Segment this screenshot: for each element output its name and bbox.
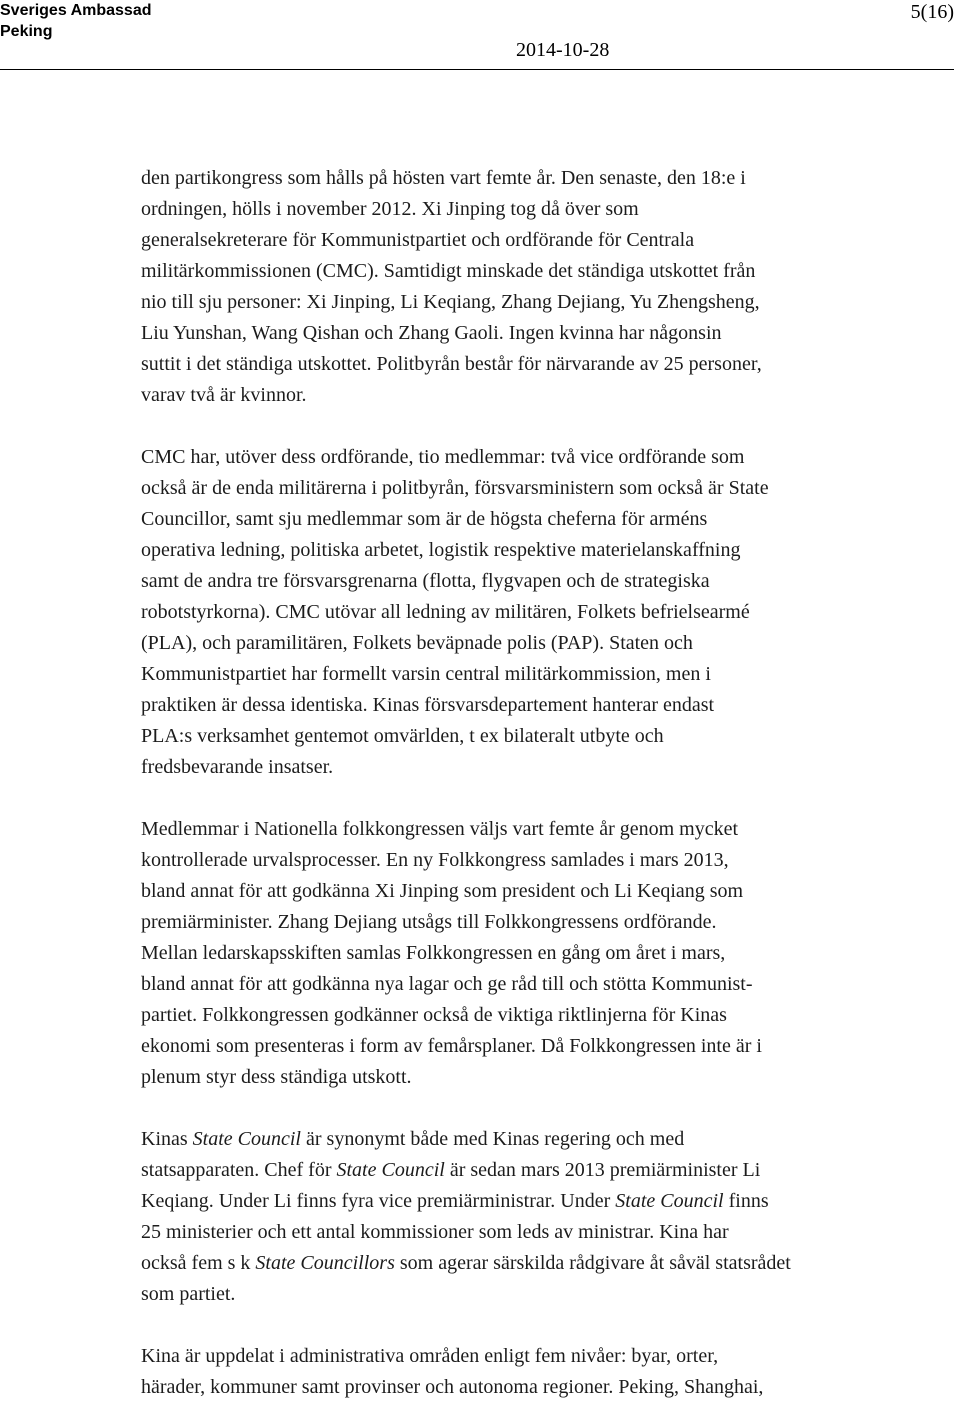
text-run: också fem s k bbox=[141, 1252, 256, 1274]
organization-name: Sveriges Ambassad bbox=[0, 2, 152, 19]
text-line: CMC har, utöver dess ordförande, tio medlemmar: två vice ordförande som bbox=[141, 446, 745, 468]
paragraph bbox=[141, 1341, 847, 1403]
text-line: Medlemmar i Nationella folkkongressen väljs vart femte år genom mycket bbox=[141, 818, 739, 840]
italic-term: State Council bbox=[336, 1159, 445, 1181]
paragraph bbox=[141, 442, 847, 783]
text-line bbox=[141, 1186, 847, 1217]
text-line: praktiken är dessa identiska. Kinas försvarsdepartement hanterar endast bbox=[141, 694, 715, 716]
text-line: Councillor, samt sju medlemmar som är de högsta cheferna för arméns bbox=[141, 508, 708, 530]
text-run: som partiet. bbox=[141, 1283, 236, 1305]
page-header bbox=[0, 0, 960, 72]
sender-organization bbox=[0, 0, 151, 42]
text-line: premiärminister. Zhang Dejiang utsågs till Folkkongressens ordförande. bbox=[141, 911, 717, 933]
paragraph bbox=[141, 814, 847, 1093]
italic-term: State Council bbox=[192, 1128, 301, 1150]
text-run: är sedan mars 2013 premiärminister Li bbox=[444, 1159, 761, 1181]
organization-location: Peking bbox=[0, 23, 53, 40]
text-line: den partikongress som hålls på hösten vart femte år. Den senaste, den 18:e i bbox=[141, 167, 746, 189]
text-line: (PLA), och paramilitären, Folkets beväpnade polis (PAP). Staten och bbox=[141, 632, 693, 654]
italic-term: State Council bbox=[615, 1190, 724, 1212]
paragraph bbox=[141, 163, 847, 411]
text-run: som agerar särskilda rådgivare åt såväl statsrådet bbox=[394, 1252, 791, 1274]
page-number: 5(16) bbox=[910, 1, 954, 23]
text-run: är synonymt både med Kinas regering och med bbox=[301, 1128, 685, 1150]
text-line bbox=[141, 1217, 847, 1248]
text-run: finns bbox=[723, 1190, 769, 1212]
text-line: Liu Yunshan, Wang Qishan och Zhang Gaoli. Ingen kvinna har någonsin bbox=[141, 322, 722, 344]
text-line: generalsekreterare för Kommunistpartiet och ordförande för Centrala bbox=[141, 229, 695, 251]
text-line: Mellan ledarskapsskiften samlas Folkkongressen en gång om året i mars, bbox=[141, 942, 726, 964]
text-line: också är de enda militärerna i politbyrån, försvarsministern som också är State bbox=[141, 477, 769, 499]
text-run: statsapparaten. Chef för bbox=[141, 1159, 337, 1181]
text-run: Kinas bbox=[141, 1128, 193, 1150]
text-line: bland annat för att godkänna nya lagar och ge råd till och stötta Kommunist- bbox=[141, 973, 753, 995]
text-line: ordningen, hölls i november 2012. Xi Jinping tog då över som bbox=[141, 198, 639, 220]
header-divider bbox=[0, 69, 954, 70]
text-line: nio till sju personer: Xi Jinping, Li Keqiang, Zhang Dejiang, Yu Zhengsheng, bbox=[141, 291, 760, 313]
text-line: varav två är kvinnor. bbox=[141, 384, 307, 406]
text-line: samt de andra tre försvarsgrenarna (flotta, flygvapen och de strategiska bbox=[141, 570, 710, 592]
text-line: robotstyrkorna). CMC utövar all ledning av militären, Folkets befrielsearmé bbox=[141, 601, 750, 623]
text-line: PLA:s verksamhet gentemot omvärlden, t ex bilateralt utbyte och bbox=[141, 725, 664, 747]
text-line: suttit i det ständiga utskottet. Politbyrån består för närvarande av 25 personer, bbox=[141, 353, 762, 375]
text-line: partiet. Folkkongressen godkänner också de viktiga riktlinjerna för Kinas bbox=[141, 1004, 727, 1026]
text-line bbox=[141, 1124, 847, 1155]
text-line: operativa ledning, politiska arbetet, logistik respektive materielanskaffning bbox=[141, 539, 741, 561]
text-line: militärkommissionen (CMC). Samtidigt minskade det ständiga utskottet från bbox=[141, 260, 756, 282]
text-line: Kina är uppdelat i administrativa områden enligt fem nivåer: byar, orter, bbox=[141, 1345, 719, 1367]
paragraph bbox=[141, 1124, 847, 1310]
text-line bbox=[141, 1248, 847, 1279]
italic-term: State Councillors bbox=[255, 1252, 395, 1274]
document-body bbox=[141, 163, 847, 1403]
text-line: fredsbevarande insatser. bbox=[141, 756, 334, 778]
text-line: plenum styr dess ständiga utskott. bbox=[141, 1066, 412, 1088]
text-line: härader, kommuner samt provinser och autonoma regioner. Peking, Shanghai, bbox=[141, 1376, 764, 1398]
text-line: ekonomi som presenteras i form av femårsplaner. Då Folkkongressen inte är i bbox=[141, 1035, 762, 1057]
text-run: 25 ministerier och ett antal kommissioner som leds av ministrar. Kina har bbox=[141, 1221, 729, 1243]
text-run: Keqiang. Under Li finns fyra vice premiärministrar. Under bbox=[141, 1190, 616, 1212]
text-line bbox=[141, 1279, 847, 1310]
text-line: Kommunistpartiet har formellt varsin central militärkommission, men i bbox=[141, 663, 711, 685]
document-date: 2014-10-28 bbox=[516, 39, 610, 61]
text-line bbox=[141, 1155, 847, 1186]
text-line: kontrollerade urvalsprocesser. En ny Folkkongress samlades i mars 2013, bbox=[141, 849, 729, 871]
text-line: bland annat för att godkänna Xi Jinping som president och Li Keqiang som bbox=[141, 880, 744, 902]
